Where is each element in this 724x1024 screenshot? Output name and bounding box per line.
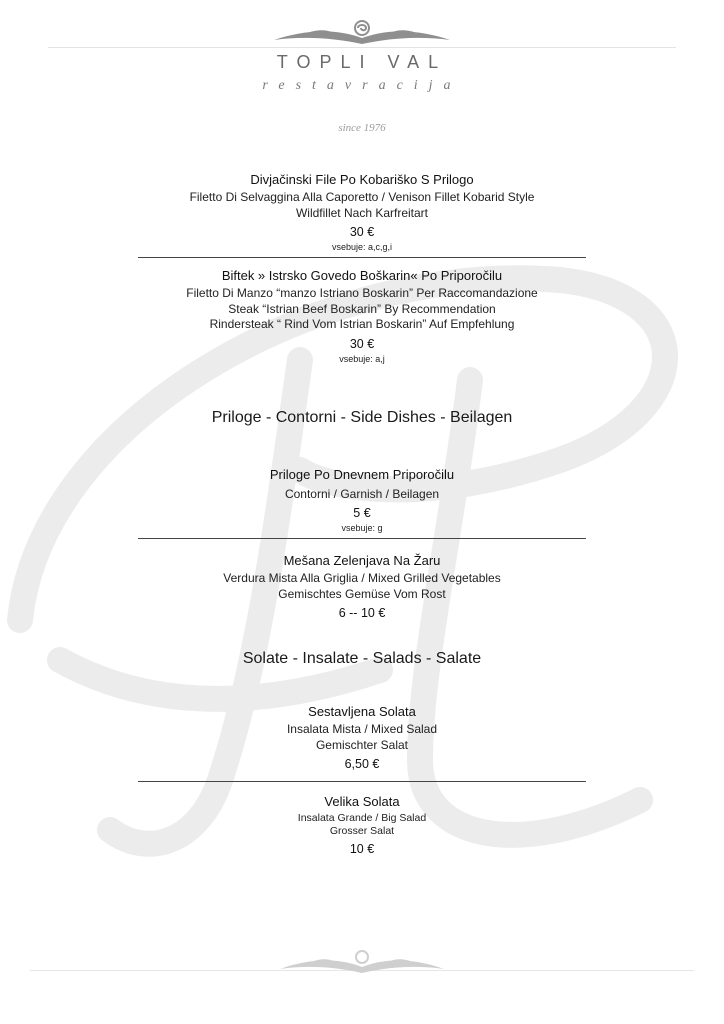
item-divider — [138, 257, 586, 258]
menu-item — [0, 170, 724, 253]
since-year: since 1976 — [338, 122, 386, 134]
dish-title: Velika Solata — [324, 794, 400, 809]
section-title-salads: Solate - Insalate - Salads - Salate — [242, 650, 482, 667]
swirl-ornament-icon — [274, 18, 450, 48]
dish-translation: Verdura Mista Alla Griglia / Mixed Grilled Vegetables — [223, 571, 501, 585]
dish-allergens: vsebuje: g — [341, 523, 383, 533]
dish-allergens: vsebuje: a,c,g,i — [331, 242, 393, 252]
menu-item — [0, 792, 724, 858]
page-header — [0, 0, 724, 150]
dish-translation: Insalata Mista / Mixed Salad — [286, 722, 438, 736]
dish-translation: Wildfillet Nach Karfreitart — [295, 205, 429, 220]
dish-price: 5 € — [353, 506, 371, 520]
dish-translation: Rindersteak “ Rind Vom Istrian Boskarin” Auf Empfehlung — [209, 317, 515, 331]
brand-subtitle: restavracija — [262, 78, 462, 93]
dish-translation: Filetto Di Manzo “manzo Istriano Boskarin” Per Raccomandazione — [186, 286, 538, 300]
dish-price: 30 € — [349, 225, 375, 239]
dish-translation: Insalata Grande / Big Salad — [297, 812, 427, 824]
dish-title: Mešana Zelenjava Na Žaru — [283, 553, 441, 568]
page-footer — [0, 940, 724, 1024]
item-divider — [138, 781, 586, 782]
dish-translation: Contorni / Garnish / Beilagen — [284, 486, 440, 501]
brand-name: TOPLI VAL — [276, 52, 448, 72]
dish-translation: Grosser Salat — [329, 825, 395, 837]
dish-price: 30 € — [349, 336, 375, 351]
menu-item — [0, 702, 724, 773]
dish-translation: Gemischter Salat — [315, 737, 409, 752]
menu-item — [0, 551, 724, 622]
dish-title: Biftek » Istrsko Govedo Boškarin« Po Priporočilu — [221, 268, 503, 283]
dish-price: 10 € — [349, 842, 375, 856]
menu-item — [0, 266, 724, 365]
dish-price: 6,50 € — [344, 757, 380, 771]
dish-allergens: vsebuje: a,j — [339, 353, 385, 364]
dish-title: Sestavljena Solata — [308, 704, 416, 719]
menu-item — [0, 465, 724, 535]
dish-title: Priloge Po Dnevnem Priporočilu — [269, 466, 455, 482]
swirl-ornament-icon — [280, 945, 444, 975]
item-divider — [138, 538, 586, 539]
dish-translation: Filetto Di Selvaggina Alla Caporetto / Venison Fillet Kobarid Style — [189, 190, 535, 204]
dish-title: Divjačinski File Po Kobariško S Prilogo — [250, 172, 474, 187]
dish-price: 6 -- 10 € — [338, 606, 386, 620]
menu-content — [0, 170, 724, 858]
section-title-sides: Priloge - Contorni - Side Dishes - Beilagen — [211, 408, 513, 426]
dish-translation: Gemischtes Gemüse Vom Rost — [278, 586, 446, 601]
dish-translation: Steak “Istrian Beef Boskarin” By Recommendation — [228, 301, 496, 316]
